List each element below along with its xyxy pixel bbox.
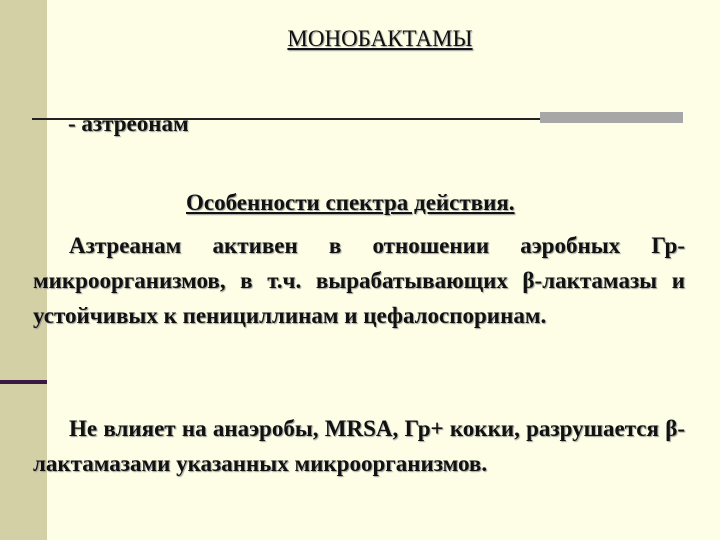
drug-subheading: - азтреонам	[68, 111, 189, 136]
section-heading: Особенности спектра действия.	[186, 190, 515, 215]
paragraph-spectrum: Азтреанам активен в отношении аэробных Гр- микроорганизмов, в т.ч. вырабатывающих β-лактамазы и устойчивых к пенициллинам и цефалоспоринам.	[33, 233, 685, 328]
left-bar-divider	[0, 380, 47, 384]
accent-rule	[540, 112, 683, 123]
paragraph-limitations: Не влияет на анаэробы, MRSA, Гр+ кокки, разрушается β-лактамазами указанных микроорганизмов.	[33, 416, 685, 476]
slide-title: МОНОБАКТАМЫ	[287, 26, 473, 51]
